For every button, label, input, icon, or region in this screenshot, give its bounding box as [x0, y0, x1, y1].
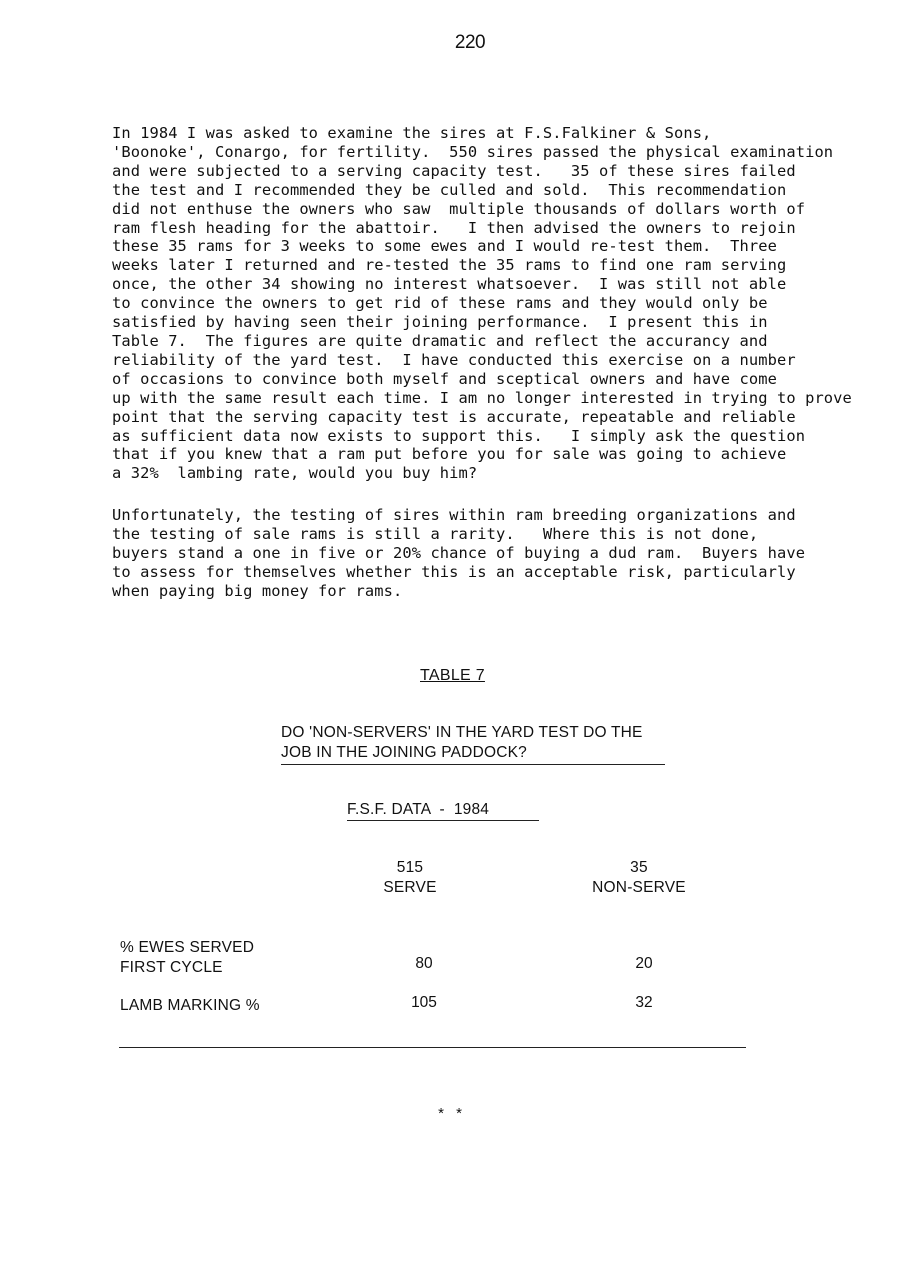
text-line: of occasions to convince both myself and sceptical owners and have come [112, 369, 777, 388]
text-line: Table 7. The figures are quite dramatic and reflect the accurancy and [112, 331, 768, 350]
text-line: the testing of sale rams is still a rarity. Where this is not done, [112, 524, 759, 543]
column-header-serve [330, 858, 490, 898]
text-line: up with the same result each time. I am no longer interested in trying to prove [112, 388, 852, 407]
text-line: 'Boonoke', Conargo, for fertility. 550 sires passed the physical examination [112, 142, 834, 161]
cell-ewes-served-serve: 80 [415, 955, 433, 972]
text-line: Unfortunately, the testing of sires within ram breeding organizations and [112, 506, 796, 524]
page-number: 220 [454, 32, 486, 53]
column-header-non-serve [559, 858, 719, 898]
text-line: In 1984 I was asked to examine the sires at F.S.Falkiner & Sons, [112, 124, 712, 142]
text-line: the test and I recommended they be culled and sold. This recommendation [112, 180, 787, 199]
text-line: when paying big money for rams. [112, 581, 403, 600]
table-question: DO 'NON-SERVERS' IN THE YARD TEST DO THE JOB IN THE JOINING PADDOCK? [281, 723, 665, 765]
table-bottom-rule [119, 1047, 746, 1048]
column-serve-count: 515 [396, 859, 424, 876]
body-paragraph-1 [112, 124, 852, 483]
text-line: to convince the owners to get rid of these rams and they would only be [112, 294, 768, 313]
text-line: once, the other 34 showing no interest whatsoever. I was still not able [112, 275, 787, 294]
row-label-ewes-served: % EWES SERVED FIRST CYCLE [120, 939, 255, 976]
body-paragraph-2 [112, 506, 805, 601]
text-line: buyers stand a one in five or 20% chance of buying a dud ram. Buyers have [112, 543, 806, 562]
text-line: satisfied by having seen their joining performance. I present this in [112, 313, 768, 332]
text-line: reliability of the yard test. I have conducted this exercise on a number [112, 350, 796, 369]
cell-lamb-marking-non-serve: 32 [635, 994, 653, 1011]
text-line: a 32% lambing rate, would you buy him? [112, 464, 478, 483]
text-line: these 35 rams for 3 weeks to some ewes and I would re-test them. Three [112, 237, 777, 256]
row-label-lamb-marking: LAMB MARKING % [120, 997, 260, 1014]
text-line: and were subjected to a serving capacity test. 35 of these sires failed [112, 161, 796, 180]
table-title: TABLE 7 [420, 667, 485, 684]
column-serve-label: SERVE [383, 879, 437, 896]
cell-ewes-served-non-serve: 20 [635, 955, 653, 972]
column-non-serve-label: NON-SERVE [592, 879, 686, 896]
text-line: that if you knew that a ram put before you for sale was going to achieve [112, 445, 787, 464]
cell-lamb-marking-serve: 105 [411, 994, 437, 1011]
text-line: to assess for themselves whether this is an acceptable risk, particularly [112, 562, 796, 581]
table-data-source: F.S.F. DATA - 1984 [347, 801, 539, 821]
end-of-section-mark: * * [438, 1105, 466, 1122]
text-line: as sufficient data now exists to support this. I simply ask the question [112, 426, 806, 445]
text-line: weeks later I returned and re-tested the 35 rams to find one ram serving [112, 256, 787, 275]
text-line: did not enthuse the owners who saw multiple thousands of dollars worth of [112, 199, 806, 218]
text-line: ram flesh heading for the abattoir. I then advised the owners to rejoin [112, 218, 796, 237]
column-non-serve-count: 35 [630, 859, 648, 876]
text-line: point that the serving capacity test is accurate, repeatable and reliable [112, 407, 796, 426]
